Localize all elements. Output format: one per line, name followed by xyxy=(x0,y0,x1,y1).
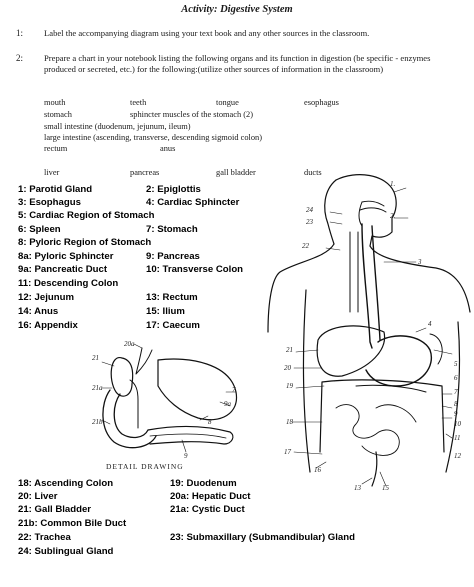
body-label-17: 17 xyxy=(284,448,291,456)
detail-caption: DETAIL DRAWING xyxy=(106,462,184,471)
organ-esophagus: esophagus xyxy=(304,98,339,107)
body-label-18: 18 xyxy=(286,418,293,426)
detail-label-7: 7 xyxy=(232,386,236,394)
key-17: 17: Caecum xyxy=(146,320,200,331)
instruction-1-text: Label the accompanying diagram using your text book and any other sources in the classroom. xyxy=(44,28,370,38)
key-15: 15: Ilium xyxy=(146,306,185,317)
organ-anus: anus xyxy=(160,144,176,153)
key-21: 21: Gall Bladder xyxy=(18,504,92,515)
body-label-20: 20 xyxy=(284,364,291,372)
detail-label-9a: 9a xyxy=(224,400,231,408)
key-3: 3: Esophagus xyxy=(18,197,81,208)
body-label-8: 8 xyxy=(454,400,458,408)
digestive-system-diagram xyxy=(266,172,472,492)
detail-label-21: 21 xyxy=(92,354,99,362)
detail-label-21a: 21a xyxy=(92,384,103,392)
body-label-15: 15 xyxy=(382,484,389,492)
key-12: 12: Jejunum xyxy=(18,292,74,303)
body-label-9: 9 xyxy=(454,410,458,418)
body-label-13: 13 xyxy=(354,484,361,492)
organ-tongue: tongue xyxy=(216,98,239,107)
key-21a: 21a: Cystic Duct xyxy=(170,504,245,515)
body-label-16: 16 xyxy=(314,466,321,474)
page-title: Activity: Digestive System xyxy=(181,4,293,15)
key-9a: 9a: Pancreatic Duct xyxy=(18,264,108,275)
key-10: 10: Transverse Colon xyxy=(146,264,244,275)
instruction-1-number: 1: xyxy=(16,28,24,38)
organ-pancreas: pancreas xyxy=(130,168,160,177)
key-13: 13: Rectum xyxy=(146,292,198,303)
organ-rectum: rectum xyxy=(44,144,68,153)
key-14: 14: Anus xyxy=(18,306,59,317)
key-20a: 20a: Hepatic Duct xyxy=(170,491,251,502)
body-label-19: 19 xyxy=(286,382,293,390)
detail-label-8: 8 xyxy=(208,418,212,426)
body-label-10: 10 xyxy=(454,420,461,428)
key-19: 19: Duodenum xyxy=(170,478,237,489)
key-5: 5: Cardiac Region of Stomach xyxy=(18,210,155,221)
body-label-2: 2. xyxy=(390,212,396,220)
key-2: 2: Epiglottis xyxy=(146,184,201,195)
detail-label-21b: 21b xyxy=(92,418,103,426)
key-20: 20: Liver xyxy=(18,491,58,502)
instruction-2-number: 2: xyxy=(16,53,24,63)
organ-teeth: teeth xyxy=(130,98,147,107)
key-8: 8: Pyloric Region of Stomach xyxy=(18,237,152,248)
key-11: 11: Descending Colon xyxy=(18,278,119,289)
organ-ducts: ducts xyxy=(304,168,322,177)
instruction-2-text: Prepare a chart in your notebook listing the following organs and its function in digestion (be specific - enzymes produced or secreted, etc.) for the following:(utilize other sources of information in the classroom) xyxy=(44,53,431,74)
organ-liver: liver xyxy=(44,168,60,177)
organ-mouth: mouth xyxy=(44,98,66,107)
detail-label-9: 9 xyxy=(184,452,188,460)
organ-small-intestine: small intestine (duodenum, jejunum, ileum) xyxy=(44,122,191,131)
key-4: 4: Cardiac Sphincter xyxy=(146,197,240,208)
body-label-23: 23 xyxy=(306,218,313,226)
body-label-6: 6 xyxy=(454,374,458,382)
body-label-22: 22 xyxy=(302,242,309,250)
body-label-7: 7 xyxy=(454,388,458,396)
key-22: 22: Trachea xyxy=(18,532,71,543)
key-7: 7: Stomach xyxy=(146,224,198,235)
organ-stomach: stomach xyxy=(44,110,72,119)
detail-label-20a: 20a xyxy=(124,340,135,348)
key-1: 1: Parotid Gland xyxy=(18,184,93,195)
body-label-4: 4 xyxy=(428,320,432,328)
key-24: 24: Sublingual Gland xyxy=(18,546,114,557)
body-label-5: 5 xyxy=(454,360,458,368)
body-label-3: 3 xyxy=(418,258,422,266)
key-6: 6: Spleen xyxy=(18,224,61,235)
key-21b: 21b: Common Bile Duct xyxy=(18,518,127,529)
organ-large-intestine: large intestine (ascending, transverse, descending sigmoid colon) xyxy=(44,133,262,142)
organ-gall-bladder: gall bladder xyxy=(216,168,256,177)
key-23: 23: Submaxillary (Submandibular) Gland xyxy=(170,532,355,543)
body-label-21: 21 xyxy=(286,346,293,354)
key-18: 18: Ascending Colon xyxy=(18,478,114,489)
key-16: 16: Appendix xyxy=(18,320,78,331)
key-8a: 8a: Pyloric Sphincter xyxy=(18,251,114,262)
body-label-12: 12 xyxy=(454,452,461,460)
key-9: 9: Pancreas xyxy=(146,251,200,262)
organ-stomach-muscles: sphincter muscles of the stomach (2) xyxy=(130,110,254,119)
body-label-1: 1. xyxy=(390,180,396,188)
body-label-11: 11 xyxy=(454,434,461,442)
body-label-24: 24 xyxy=(306,206,313,214)
